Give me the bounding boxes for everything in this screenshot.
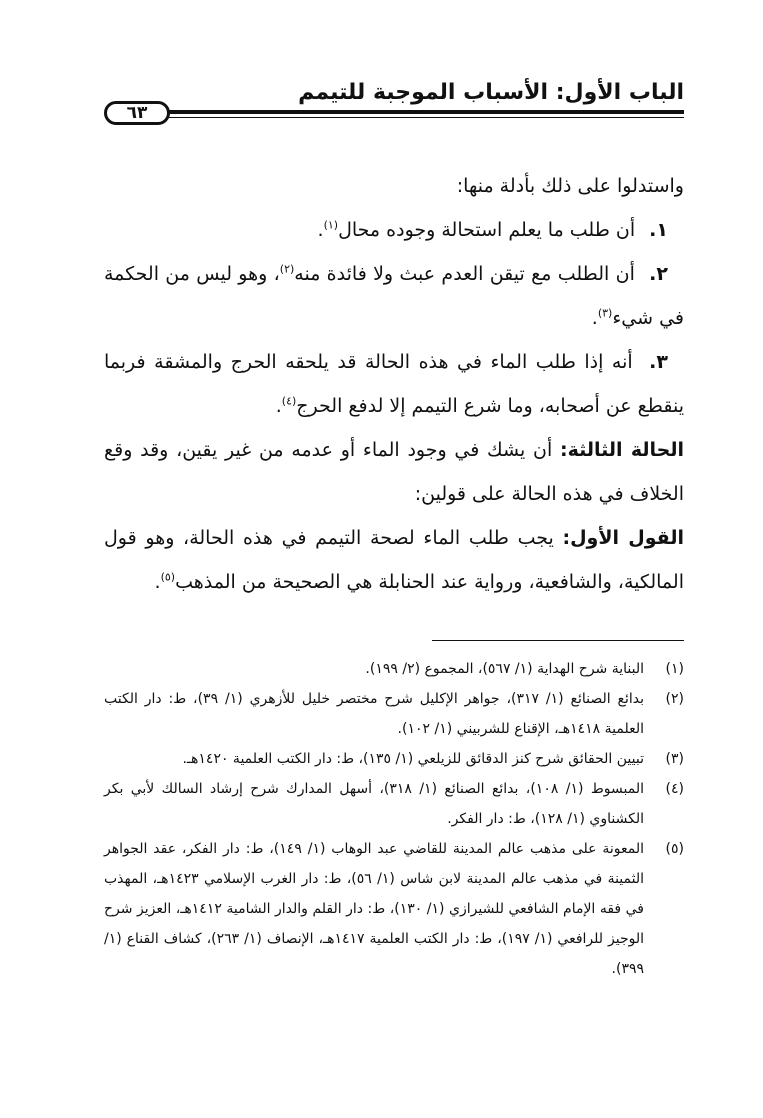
footnote-5 [104, 834, 684, 984]
footnote-ref-5: (٥) [160, 570, 176, 584]
page-number: ٦٣ [104, 101, 170, 125]
item-text-2-cont: ، وهو ليس من الحكمة في شيء [104, 263, 684, 329]
footnote-ref-4: (٤) [281, 394, 297, 408]
footnote-separator [432, 640, 684, 641]
item-period-2: . [591, 307, 598, 329]
first-opinion-text: يجب طلب الماء لصحة التيمم في هذه الحالة، وهو قول المالكية، والشافعية، ورواية عند الحنابلة هي الصحيحة من المذهب [104, 527, 684, 593]
footnote-text: المعونة على مذهب عالم المدينة للقاضي عبد الوهاب (١/ ١٤٩)، ط: دار الفكر، عقد الجواهر الثمينة في مذهب عالم المدينة لابن شاس (١/ ٥٦)، ط: دار الغرب الإسلامي ١٤٢٣هـ، المهذب في فقه الإمام الشافعي للشيرازي (١/ ١٣٠)، ط: دار القلم والدار الشامية ١٤١٢هـ، العزيز شرح الوجيز للرافعي (١/ ١٩٧)، ط: دار الكتب العلمية ١٤١٧هـ، الإنصاف (١/ ٢٦٣)، كشاف القناع (١/ ٣٩٩). [104, 841, 645, 977]
footnote-ref-1: (١) [323, 218, 339, 232]
footnote-3 [104, 744, 684, 774]
first-opinion-paragraph [104, 516, 684, 604]
item-text-2: أن الطلب مع تيقن العدم عبث ولا فائدة منه [294, 263, 635, 285]
item-text-3: أنه إذا طلب الماء في هذه الحالة قد يلحقه الحرج والمشقة فربما ينقطع عن أصحابه، وما شرع التيمم إلا لدفع الحرج [104, 351, 684, 417]
third-case-text: أن يشك في وجود الماء أو عدمه من غير يقين، وقد وقع الخلاف في هذه الحالة على قولين: [104, 439, 684, 505]
footnote-text: المبسوط (١/ ١٠٨)، بدائع الصنائع (١/ ٣١٨)، أسهل المدارك شرح إرشاد السالك لأبي بكر الكشناوي (١/ ١٢٨)، ط: دار الفكر. [104, 781, 644, 827]
item-period-3: . [275, 395, 282, 417]
item-number-2: ٢. [649, 263, 668, 285]
evidence-item-1 [104, 208, 684, 252]
footnotes [104, 654, 684, 984]
footnote-number: (٥) [665, 841, 684, 857]
intro-paragraph [104, 164, 684, 208]
footnote-ref-2: (٢) [279, 262, 295, 276]
item-number-1: ١. [649, 219, 668, 241]
evidence-item-3 [104, 340, 684, 428]
third-case-label: الحالة الثالثة: [560, 439, 685, 461]
item-number-3: ٣. [649, 351, 668, 373]
footnote-1 [104, 654, 684, 684]
header-rule-thin [162, 117, 684, 118]
chapter-title: الباب الأول: الأسباب الموجبة للتيمم [298, 80, 684, 105]
footnote-text: تبيين الحقائق شرح كنز الدقائق للزيلعي (١/ ١٣٥)، ط: دار الكتب العلمية ١٤٢٠هـ. [182, 751, 644, 767]
main-text [104, 164, 684, 604]
footnote-number: (١) [665, 661, 684, 677]
footnote-number: (٢) [665, 691, 684, 707]
footnote-ref-3: (٣) [597, 306, 613, 320]
item-period-1: . [317, 219, 324, 241]
footnote-4 [104, 774, 684, 834]
footnote-2 [104, 684, 684, 744]
footnote-text: البناية شرح الهداية (١/ ٥٦٧)، المجموع (٢/ ١٩٩). [365, 661, 644, 677]
third-case-paragraph [104, 428, 684, 516]
item-text-1: أن طلب ما يعلم استحالة وجوده محال [338, 219, 636, 241]
intro-text: واستدلوا على ذلك بأدلة منها: [456, 175, 684, 197]
opinion-period: . [154, 571, 161, 593]
page-header [104, 78, 684, 128]
evidence-item-2 [104, 252, 684, 340]
footnote-text: بدائع الصنائع (١/ ٣١٧)، جواهر الإكليل شرح مختصر خليل للأزهري (١/ ٣٩)، ط: دار الكتب العلمية ١٤١٨هـ، الإقناع للشربيني (١/ ١٠٢). [104, 691, 644, 737]
header-rule-thick [162, 110, 684, 114]
footnote-number: (٤) [665, 781, 684, 797]
first-opinion-label: القول الأول: [562, 527, 684, 549]
footnote-number: (٣) [665, 751, 684, 767]
